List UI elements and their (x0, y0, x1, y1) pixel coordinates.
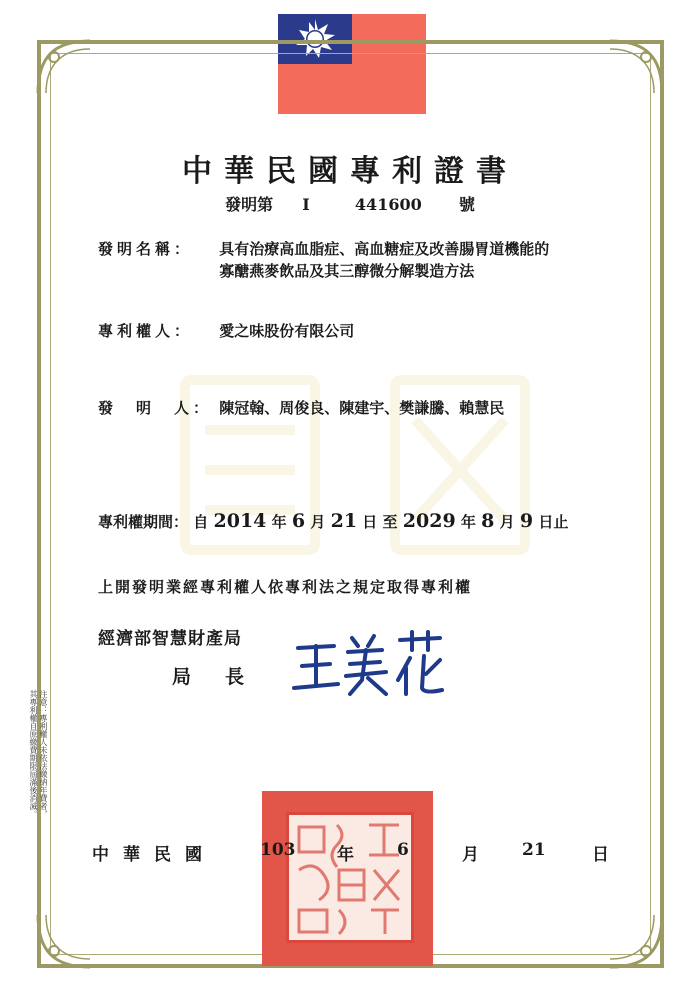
invention-name-line: 寡醣燕麥飲品及其三醇微分解製造方法 (219, 262, 475, 280)
issue-date-day: 21 (522, 840, 546, 860)
period-year-char: 年 (460, 513, 476, 531)
corner-ornament-icon (34, 911, 94, 971)
issue-date-day-char: 日 (592, 845, 609, 865)
note-line: 注意：專利權人未依法繳納年費者， (39, 690, 48, 818)
patentee-value: 愛之味股份有限公司 (219, 322, 355, 340)
official-seal-stamp (286, 812, 414, 943)
patentee-label: 專利權人： (98, 322, 194, 340)
issuing-agency: 經濟部智慧財產局 (98, 629, 242, 649)
period-from-prefix: 自 (193, 513, 209, 531)
invention-name-row (98, 238, 549, 282)
corner-ornament-icon (606, 911, 666, 971)
cert-number-suffix: 號 (458, 195, 475, 214)
certificate-title: 中華民國專利證書 (182, 154, 518, 189)
period-to-year: 2029 (402, 510, 456, 532)
period-from-month: 6 (291, 510, 306, 532)
seal-pattern-icon (289, 815, 411, 940)
period-day-char: 日 (362, 513, 378, 531)
cert-number-value: 441600 (354, 195, 422, 214)
grant-statement: 上開發明業經專利權人依專利法之規定取得專利權 (98, 578, 473, 596)
period-month-char: 月 (499, 513, 515, 531)
director-signature (290, 630, 450, 700)
period-end-suffix: 日止 (538, 513, 569, 531)
issue-date-month-char: 月 (462, 845, 479, 865)
cert-number-prefix: 發明第 (225, 195, 274, 214)
issue-date-year: 103 (260, 840, 296, 860)
invention-name-value (219, 238, 549, 282)
issue-date-month: 6 (397, 840, 409, 860)
period-year-char: 年 (271, 513, 287, 531)
patentee-row (98, 320, 354, 341)
period-to-day: 9 (519, 510, 534, 532)
side-note (12, 690, 48, 880)
inventors-row (98, 397, 504, 418)
period-to-month: 8 (481, 510, 495, 532)
inventors-label: 發 明 人： (98, 399, 213, 417)
patent-period (98, 510, 568, 532)
period-to-prefix: 至 (382, 513, 398, 531)
invention-name-label: 發明名稱： (98, 240, 194, 258)
cert-number-letter: I (302, 195, 310, 214)
corner-ornament-icon (34, 37, 94, 97)
period-from-year: 2014 (213, 510, 267, 532)
corner-ornament-icon (606, 37, 666, 97)
note-line: 其專利權自原繳費期限屆滿後消滅。 (29, 690, 38, 818)
period-from-day: 21 (330, 510, 358, 532)
invention-name-line: 具有治療高血脂症、高血糖症及改善腸胃道機能的 (219, 240, 550, 258)
certificate-number (0, 192, 700, 215)
period-label: 專利權期間： (98, 513, 189, 531)
issue-date-year-char: 年 (337, 845, 354, 865)
period-month-char: 月 (310, 513, 326, 531)
director-label: 局長 (172, 666, 279, 688)
issue-date-era: 中華民國 (92, 845, 216, 865)
inventors-value: 陳冠翰、周俊良、陳建宇、樊謙騰、賴慧民 (219, 399, 505, 417)
